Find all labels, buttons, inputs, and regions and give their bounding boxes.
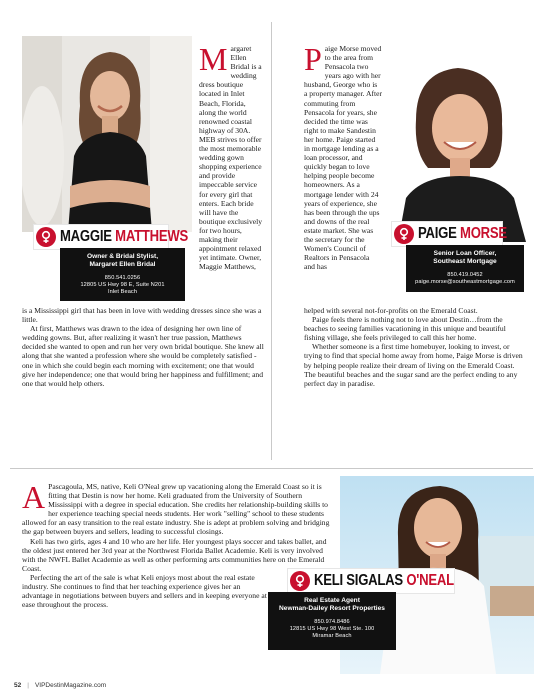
keli-company: Newman-Dailey Resort Properties	[279, 605, 385, 612]
paige-morse-photo	[386, 42, 532, 242]
keli-para2: Keli has two girls, ages 4 and 10 who are her life. Her youngest plays soccer and takes ballet, and the oldest just entered her 3rd year at the Northwest Florida Ballet Academie. Keli is very involved with the NWFL Ballet Academie as well as other performing arts communities here on the Emerald Coast.	[22, 536, 327, 573]
maggie-first-name: MAGGIE	[60, 228, 112, 245]
maggie-info-box	[60, 248, 185, 301]
keli-lead: Pascagoula, MS, native, Keli O'Neal grew up vacationing along the Emerald Coast so it is fitting that Destin is now her home. Keli graduated from the University of Southern Mississippi with a degree in special education. She credits her relationship-building skills to her experience teaching special needs students. Her work "selling" school to these students allowed for an easy transition to the real estate industry. She is adept at problem solving and bridging the gap between buyers and sellers, leading to successful closings.	[22, 482, 330, 537]
keli-city: Miramar Beach	[312, 633, 352, 639]
paige-cont: helped with several not-for-profits on the Emerald Coast.	[304, 306, 478, 315]
footer-site-link[interactable]: VIPDestinMagazine.com	[34, 682, 107, 689]
maggie-lead-text	[199, 41, 264, 272]
paige-para3: Whether someone is a first time homebuyer, looking to invest, or trying to find that special home away from home, Paige Morse is driven by helping people realize their dream of living on the Emerald Coast. The beautiful beaches and the sugar sand are the perfect ending to any perfect day in paradise.	[304, 342, 523, 388]
keli-title: Real Estate Agent	[304, 597, 360, 604]
keli-first-name: KELI SIGALAS	[314, 572, 403, 589]
keli-body-text	[22, 479, 336, 610]
maggie-address: 12805 US Hwy 98 E, Suite N201	[80, 282, 165, 288]
maggie-city: Inlet Beach	[107, 289, 138, 295]
female-symbol-icon	[394, 224, 414, 244]
page-number: 52	[14, 682, 22, 689]
paige-company: Southeast Mortgage	[433, 258, 497, 265]
paige-para2: Paige feels there is nothing not to love about Destin…from the beaches to seeing families vacationing in this unique and beautiful fishing village, she feels privileged to call this her home.	[304, 315, 506, 343]
keli-last-name: O'NEAL	[406, 572, 454, 589]
maggie-cont: is a Mississippi girl that has been in love with wedding dresses since she was a little.	[22, 306, 262, 325]
paige-body-text	[304, 306, 526, 388]
maggie-lead: argaret Ellen Bridal is a wedding dress boutique located in Inlet Beach, Florida, along the world renowned coastal highway of 30A. MEB strives to offer the most memorable wedding gown shopping experience and provide impeccable service for every girl that enters. Each bride will have the boutique exclusively for two hours, making their appointment relaxed yet intimate. Owner, Maggie Matthews,	[199, 44, 263, 272]
page-footer	[14, 682, 106, 689]
keli-para3: Perfecting the art of the sale is what Keli enjoys most about the real estate industry. She continues to find that her teaching experience gives her an advantage in negotiations between buyers and sellers and in keeping everyone at ease throughout the process.	[22, 572, 267, 610]
maggie-company: Margaret Ellen Bridal	[89, 261, 156, 268]
paige-last-name: MORSE	[460, 225, 507, 242]
keli-phone: 850.974.8486	[314, 619, 350, 625]
paige-lead-text	[304, 41, 383, 272]
paige-lead: aige Morse moved to the area from Pensacola two years ago with her husband, George who is a property manager. After commuting from Pensacola for years, she decided the time was right to make Sandestin her home. Paige started in mortgage lending as a loan processor, and quickly began to love helping people become homeowners. As a mortgage lender with 24 years of experience, she has been through the ups and downs of the real estate market. She was the secretary for the Women's Council of Realtors in Pensacola and has	[304, 44, 383, 272]
column-divider	[271, 22, 272, 460]
maggie-body-text	[22, 306, 265, 388]
maggie-matthews-photo	[22, 36, 192, 232]
maggie-phone: 850.541.0256	[104, 275, 141, 281]
section-divider	[10, 468, 533, 469]
female-symbol-icon	[36, 227, 56, 247]
paige-phone: 850.419.0452	[447, 272, 483, 278]
keli-dropcap: A	[22, 479, 46, 515]
paige-title: Senior Loan Officer,	[433, 250, 497, 257]
paige-name-plate	[392, 222, 507, 246]
keli-address: 12815 US Hwy 98 West Ste. 100	[289, 626, 375, 632]
paige-first-name: PAIGE	[418, 225, 457, 242]
maggie-name-plate	[34, 225, 188, 249]
footer-separator: |	[27, 682, 29, 689]
maggie-title: Owner & Bridal Stylist,	[86, 253, 159, 260]
paige-dropcap: P	[304, 41, 322, 77]
maggie-last-name: MATTHEWS	[115, 228, 188, 245]
maggie-para2: At first, Matthews was drawn to the idea of designing her own line of wedding gowns. But, after realizing it wasn't her true passion, Matthews decided she wanted to open and run her very own bridal boutique. She knew all along that she wanted a profession where she would be completely satisfied - one in which she could begin each morning with excitement; one that would give her independence; one that would bring her happiness and fulfillment; and one that would help others.	[22, 324, 264, 388]
paige-email: paige.morse@southeastmortgage.com	[415, 279, 515, 285]
maggie-name	[60, 228, 188, 246]
paige-info-box	[406, 245, 524, 292]
maggie-dropcap: M	[199, 41, 228, 77]
paige-name	[418, 225, 507, 243]
